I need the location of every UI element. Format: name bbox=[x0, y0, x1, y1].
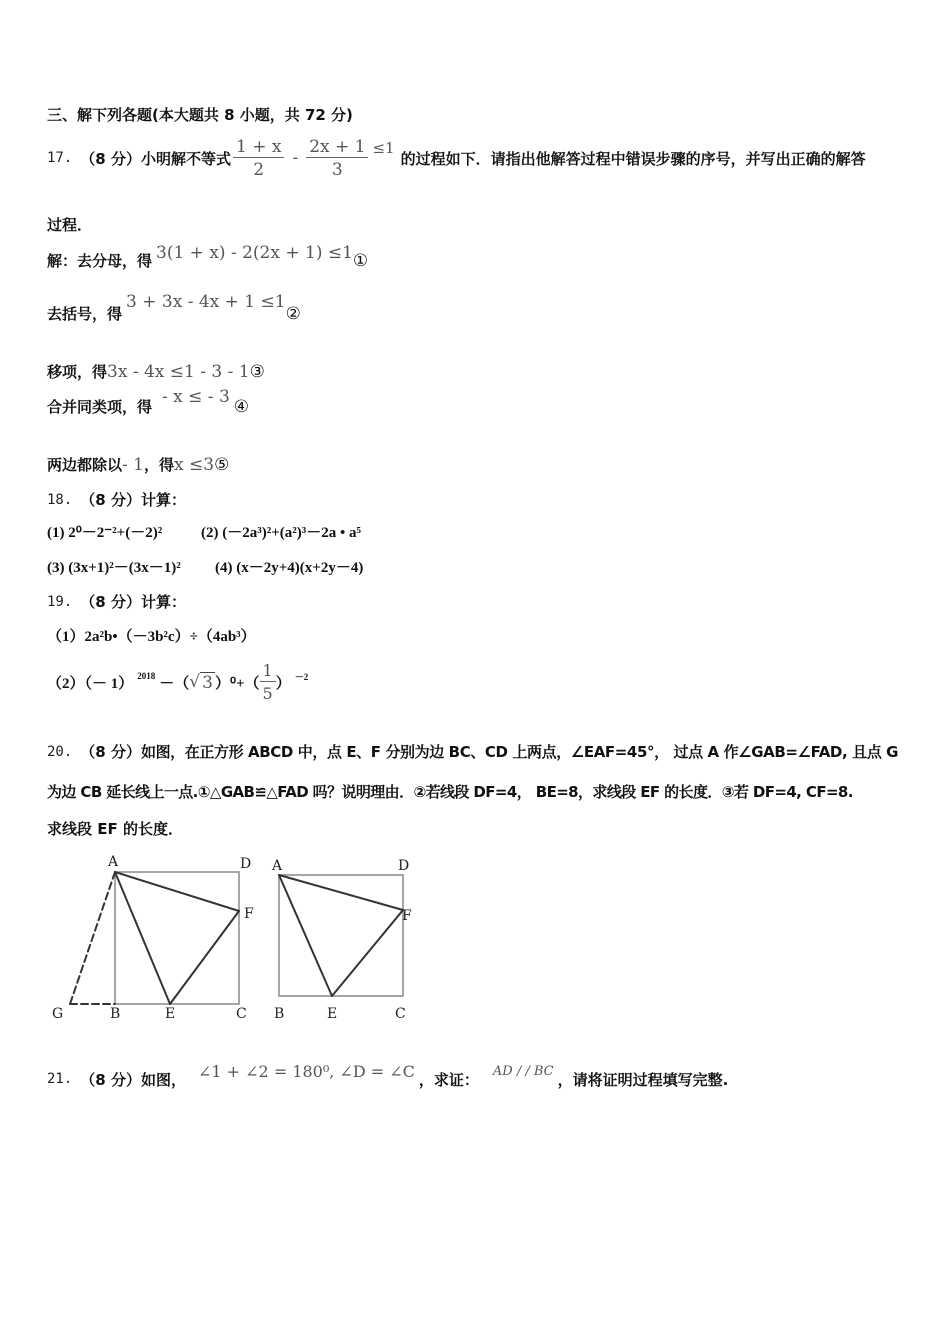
step-marker-2: ② bbox=[285, 304, 301, 324]
q21-given: ∠1 + ∠2 = 180⁰, ∠D = ∠C bbox=[197, 1061, 415, 1081]
q21-prove: AD / / BC bbox=[492, 1063, 554, 1079]
q17-inequality: $\frac{1 + x}{2}$ - $\frac{2x + 1}{3}$ ≤1 bbox=[233, 137, 395, 180]
step-marker-1: ① bbox=[352, 251, 369, 271]
q17-intro: 小明解不等式 bbox=[140, 149, 231, 168]
q19-score: （8 分） bbox=[80, 593, 141, 611]
q17-fraction-2: $\frac{2x + 1}{3}$ bbox=[306, 137, 368, 180]
segment-ef-1 bbox=[170, 911, 239, 1004]
q17-step-2: 去括号，得 3 + 3x - 4x + 1 ≤1 ② bbox=[47, 292, 301, 324]
step-marker-3: ③ bbox=[249, 361, 265, 382]
q18-title: 计算： bbox=[140, 491, 186, 509]
q19-part-2: （2）（－ 1） 2018 －（ √ 3 ）⁰+（ $\frac{1}{5}$ ） －2 bbox=[47, 660, 309, 703]
label-a-2: A bbox=[272, 858, 283, 874]
q17-step-4: 合并同类项，得 - x ≤ - 3 ④ bbox=[47, 387, 250, 417]
q17-tail: 的过程如下．请指出他解答过程中错误步骤的序号，并写出正确的解答 bbox=[400, 149, 866, 168]
q18-part-3: (3) (3x+1)²－(3x－1)² bbox=[47, 560, 181, 576]
label-d-1: D bbox=[240, 856, 252, 872]
q19-header bbox=[47, 591, 186, 612]
segment-ag-1 bbox=[70, 872, 115, 1004]
q20-number: 20. bbox=[47, 743, 73, 760]
label-c-1: C bbox=[236, 1006, 247, 1022]
label-c-2: C bbox=[395, 1006, 406, 1022]
q18-part-2: (2) (－2a³)²+(a²)³－2a • a⁵ bbox=[201, 525, 362, 541]
q20-line2: 为边 CB 延长线上一点.①△GAB≌△FAD 吗？说明理由．②若线段 DF=4， BE=8，求线段 EF 的长度．③若 DF=4, CF=8. bbox=[47, 783, 853, 801]
label-b-2: B bbox=[274, 1006, 285, 1022]
label-g-1: G bbox=[52, 1006, 64, 1022]
label-e-1: E bbox=[165, 1006, 176, 1022]
label-a-1: A bbox=[108, 854, 119, 870]
q20-line1: 20. （8 分） 如图，在正方形 ABCD 中，点 E、F 分别为边 BC、CD 上两点，∠EAF=45°， 过点 A 作∠GAB=∠FAD, 且点 G bbox=[47, 743, 899, 761]
step-marker-4: ④ bbox=[233, 397, 250, 417]
segment-ae-1 bbox=[115, 872, 170, 1004]
label-e-2: E bbox=[327, 1006, 338, 1022]
label-b-1: B bbox=[110, 1006, 121, 1022]
step-marker-5: ⑤ bbox=[214, 454, 230, 475]
q21-score: （8 分） bbox=[80, 1070, 141, 1089]
q18-score: （8 分） bbox=[80, 491, 141, 509]
q18-number: 18. bbox=[47, 491, 73, 508]
segment-af-1 bbox=[115, 872, 239, 911]
q18-part-1: (1) 2⁰－2⁻²+(－2)² bbox=[47, 525, 163, 541]
section-heading: 三、解下列各题(本大题共 8 小题，共 72 分) bbox=[47, 106, 353, 124]
q17-score: （8 分） bbox=[80, 149, 141, 168]
q19-number: 19. bbox=[47, 593, 73, 610]
segment-ef-2 bbox=[332, 910, 403, 996]
q17-step-3: 移项，得 3x - 4x ≤1 - 3 - 1 ③ bbox=[47, 361, 265, 382]
q17-step-5: 两边都除以 - 1 ，得 x ≤3 ⑤ bbox=[47, 454, 230, 475]
q17-tail2: 过程． bbox=[47, 216, 93, 234]
q19-part-1: （1）2a²b•（－3b²c）÷（4ab³） bbox=[47, 629, 256, 645]
q17-step-1: 解：去分母，得 3(1 + x) - 2(2x + 1) ≤1 ① bbox=[47, 243, 369, 271]
figure-1 bbox=[52, 854, 254, 1022]
sqrt-symbol: √ 3 bbox=[189, 672, 213, 693]
q20-score: （8 分） bbox=[80, 743, 141, 761]
q21-prove-label: ，求证： bbox=[418, 1070, 479, 1089]
q21-number: 21. bbox=[47, 1071, 73, 1087]
q17-fraction-1: $\frac{1 + x}{2}$ bbox=[233, 137, 284, 180]
segment-af-2 bbox=[279, 875, 403, 910]
q19-title: 计算： bbox=[140, 593, 186, 611]
label-d-2: D bbox=[398, 858, 410, 874]
label-f-2: F bbox=[402, 908, 412, 924]
figure-2 bbox=[271, 858, 412, 1022]
q17-line1 bbox=[47, 128, 866, 188]
q17-number: 17. bbox=[47, 150, 73, 166]
label-f-1: F bbox=[244, 906, 254, 922]
q21-line bbox=[47, 1062, 728, 1096]
q21-intro: 如图， bbox=[140, 1070, 186, 1089]
q18-part-4: (4) (x－2y+4)(x+2y－4) bbox=[215, 560, 364, 576]
q21-tail: ，请将证明过程填写完整. bbox=[557, 1070, 729, 1089]
segment-ae-2 bbox=[279, 875, 332, 996]
q20-line3: 求线段 EF 的长度． bbox=[47, 820, 183, 838]
q18-header bbox=[47, 489, 186, 510]
q20-figures bbox=[40, 852, 420, 1027]
q19-fraction: $\frac{1}{5}$ bbox=[260, 661, 276, 704]
